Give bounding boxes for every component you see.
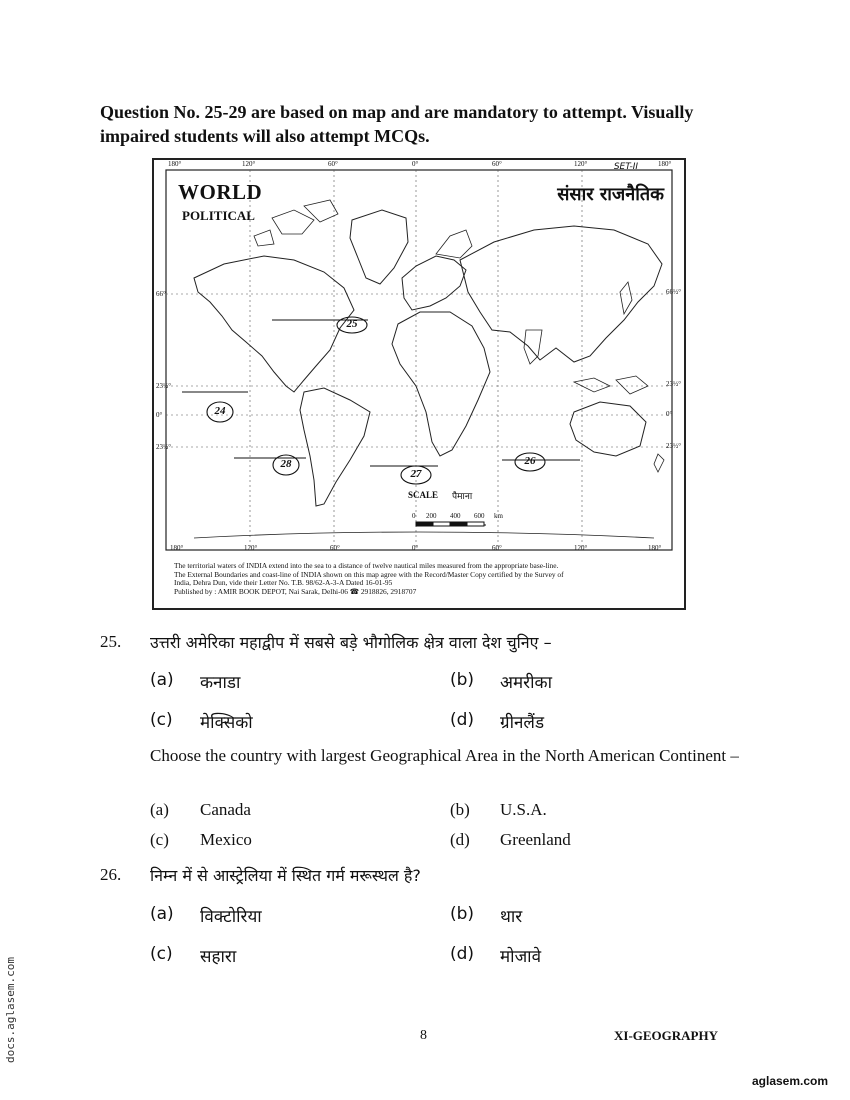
option-label: (b) — [450, 800, 470, 819]
option-label: (b) — [450, 670, 475, 690]
bottom-tick: 180° — [170, 544, 184, 552]
option-text: मोजावे — [500, 947, 542, 967]
option-text: ग्रीनलैंड — [500, 713, 545, 733]
option-text: कनाडा — [200, 673, 241, 693]
marker-28: 28 — [280, 458, 292, 470]
left-lat-label: 23½° — [156, 443, 172, 451]
right-lat-label: 0° — [666, 410, 673, 418]
scale-value: 600 — [474, 512, 485, 520]
scale-label-hindi: पैमाना — [452, 492, 473, 502]
top-tick: 180° — [658, 160, 672, 168]
marker-25: 25 — [346, 318, 358, 330]
question-text-hindi: निम्न में से आस्ट्रेलिया में स्थित गर्म मरूस्थल है? — [150, 866, 421, 885]
option-label: (a) — [150, 800, 169, 819]
side-watermark: docs.aglasem.com — [4, 957, 17, 1063]
marker-24: 24 — [214, 405, 226, 417]
map-note: India, Dehra Dun, vide their Letter No. T.B. 98/62-A-3-A Dated 16-01-95 — [174, 578, 393, 587]
scale-label: SCALE — [408, 490, 439, 500]
map-note: The External Boundaries and coast-line of INDIA shown on this map agree with the Record/Master Copy certified by the Survey of — [174, 569, 564, 579]
north-america-landmass — [194, 256, 354, 392]
option-text: Greenland — [500, 830, 571, 849]
left-lat-label: 23½° — [156, 382, 172, 390]
page-number: 8 — [420, 1028, 427, 1043]
option-text: विक्टोरिया — [200, 907, 262, 927]
option-label: (d) — [450, 944, 475, 964]
option-text: Canada — [200, 800, 251, 819]
south-america-landmass — [300, 388, 370, 506]
instructions-text: Question No. 25-29 are based on map and are mandatory to attempt. Visually impaired students will also attempt MCQs. — [100, 102, 694, 146]
map-notes — [174, 562, 654, 596]
australia-landmass — [570, 402, 646, 456]
option-text: सहारा — [200, 947, 237, 967]
top-tick: 180° — [168, 160, 182, 168]
marker-26: 26 — [524, 455, 536, 467]
greenland-landmass — [350, 210, 408, 284]
bottom-tick: 60° — [492, 544, 502, 552]
option-text: थार — [500, 907, 523, 927]
option-text: अमरीका — [500, 673, 552, 693]
top-tick: 120° — [242, 160, 256, 168]
world-map-drawing — [154, 160, 684, 608]
left-lat-label: 66° — [156, 290, 166, 298]
option-label: (c) — [150, 710, 173, 730]
question-text-hindi: उत्तरी अमेरिका महाद्वीप में सबसे बड़े भौगोलिक क्षेत्र वाला देश चुनिए – — [150, 633, 552, 652]
option-text: Mexico — [200, 830, 252, 849]
bottom-tick: 120° — [574, 544, 588, 552]
map-subtitle: POLITICAL — [182, 208, 255, 223]
question-25 — [100, 632, 760, 660]
option-label: (c) — [150, 944, 173, 964]
right-lat-label: 23½° — [666, 442, 682, 450]
question-25-english — [150, 745, 750, 791]
bottom-tick: 120° — [244, 544, 258, 552]
map-note: The territorial waters of INDIA extend into the sea to a distance of twelve nautical miles measured from the appropriate base-line. — [174, 561, 559, 570]
scale-value: 200 — [426, 512, 437, 520]
option-label: (d) — [450, 830, 470, 849]
option-label: (d) — [450, 710, 475, 730]
footer-subject: XI-GEOGRAPHY — [614, 1028, 718, 1043]
question-number: 25. — [100, 632, 122, 651]
map-title-hindi: संसार राजनैतिक — [557, 184, 664, 205]
africa-landmass — [392, 312, 490, 456]
set-label: SET-II — [613, 162, 638, 172]
marker-27: 27 — [410, 468, 422, 480]
question-26 — [100, 865, 760, 893]
option-label: (b) — [450, 904, 475, 924]
option-text: U.S.A. — [500, 800, 547, 819]
scale-value: 400 — [450, 512, 461, 520]
top-tick: 0° — [412, 160, 419, 168]
option-label: (a) — [150, 670, 174, 690]
europe-landmass — [402, 256, 466, 310]
scale-value: 0 — [412, 512, 416, 520]
option-text: मेक्सिको — [200, 713, 253, 733]
bottom-tick: 60° — [330, 544, 340, 552]
world-political-map — [152, 158, 686, 610]
map-note: Published by : AMIR BOOK DEPOT, Nai Sarak, Delhi-06 ☎ 2918826, 2918707 — [174, 586, 417, 596]
corner-watermark: aglasem.com — [752, 1074, 829, 1088]
right-lat-label: 23½° — [666, 380, 682, 388]
option-label: (c) — [150, 830, 169, 849]
bottom-tick: 180° — [648, 544, 662, 552]
question-number: 26. — [100, 865, 122, 884]
scale-unit: km — [494, 512, 503, 520]
right-lat-label: 66½° — [666, 288, 682, 296]
question-text-english: Choose the country with largest Geographical Area in the North American Continent – — [150, 746, 739, 765]
left-lat-label: 0° — [156, 411, 163, 419]
top-tick: 120° — [574, 160, 588, 168]
option-label: (a) — [150, 904, 174, 924]
bottom-tick: 0° — [412, 544, 419, 552]
top-tick: 60° — [492, 160, 502, 168]
top-tick: 60° — [328, 160, 338, 168]
map-title: WORLD — [178, 180, 263, 204]
